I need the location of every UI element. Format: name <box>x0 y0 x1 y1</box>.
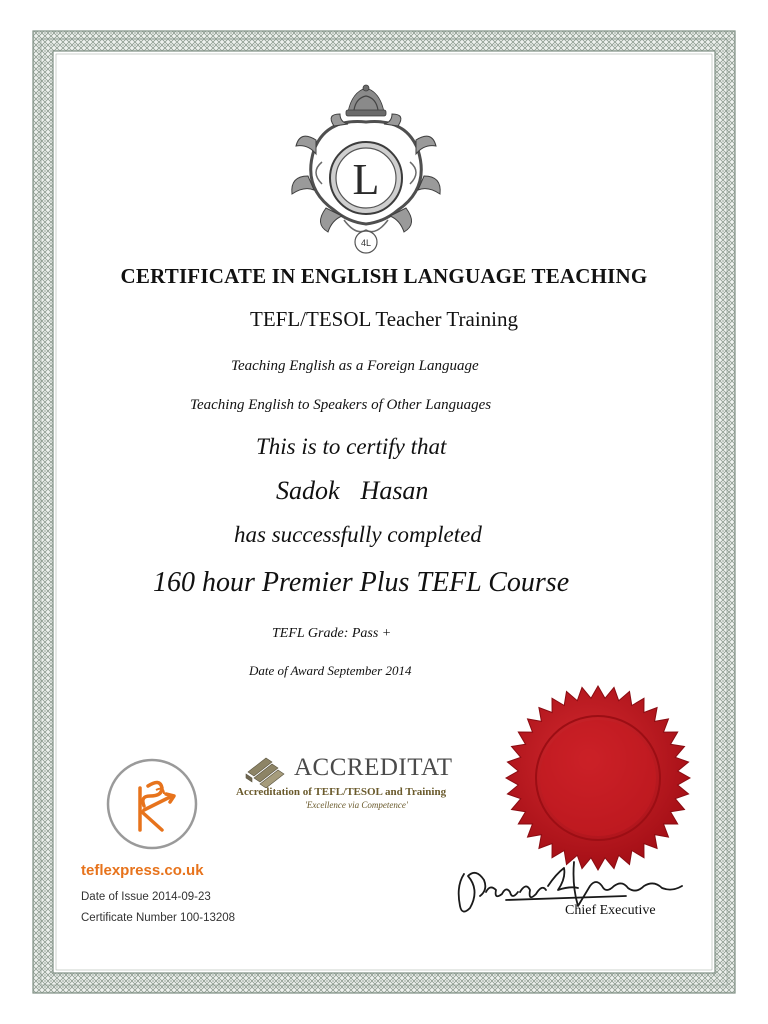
accreditat-tagline: Accreditation of TEFL/TESOL and Training <box>236 786 447 798</box>
svg-text:L: L <box>352 155 380 204</box>
certificate-title: CERTIFICATE IN ENGLISH LANGUAGE TEACHING <box>120 264 648 288</box>
certificate-number: Certificate Number 100-13208 <box>81 912 236 924</box>
crest-icon <box>286 84 446 258</box>
accreditat-motto: 'Excellence via Competence' <box>305 800 408 810</box>
completion-statement: has successfully completed <box>234 522 482 547</box>
issue-date: Date of Issue 2014-09-23 <box>81 891 211 903</box>
tesol-definition: Teaching English to Speakers of Other Languages <box>190 397 492 413</box>
signatory-title: Chief Executive <box>565 903 656 918</box>
issuer-website: teflexpress.co.uk <box>81 862 204 879</box>
tefl-grade: TEFL Grade: Pass + <box>272 626 392 641</box>
accreditat-name: ACCREDITAT <box>294 754 453 781</box>
certificate-subtitle: TEFL/TESOL Teacher Training <box>250 307 518 331</box>
svg-text:4L: 4L <box>360 238 372 248</box>
recipient-name: Sadok Hasan <box>276 476 429 505</box>
tefl-definition: Teaching English as a Foreign Language <box>231 358 479 374</box>
accreditat-logo-icon <box>244 752 290 788</box>
certify-statement: This is to certify that <box>256 434 447 459</box>
award-date: Date of Award September 2014 <box>249 663 412 678</box>
red-seal-icon <box>502 682 694 874</box>
tefl-express-logo-icon <box>104 756 200 852</box>
course-name: 160 hour Premier Plus TEFL Course <box>153 567 570 598</box>
